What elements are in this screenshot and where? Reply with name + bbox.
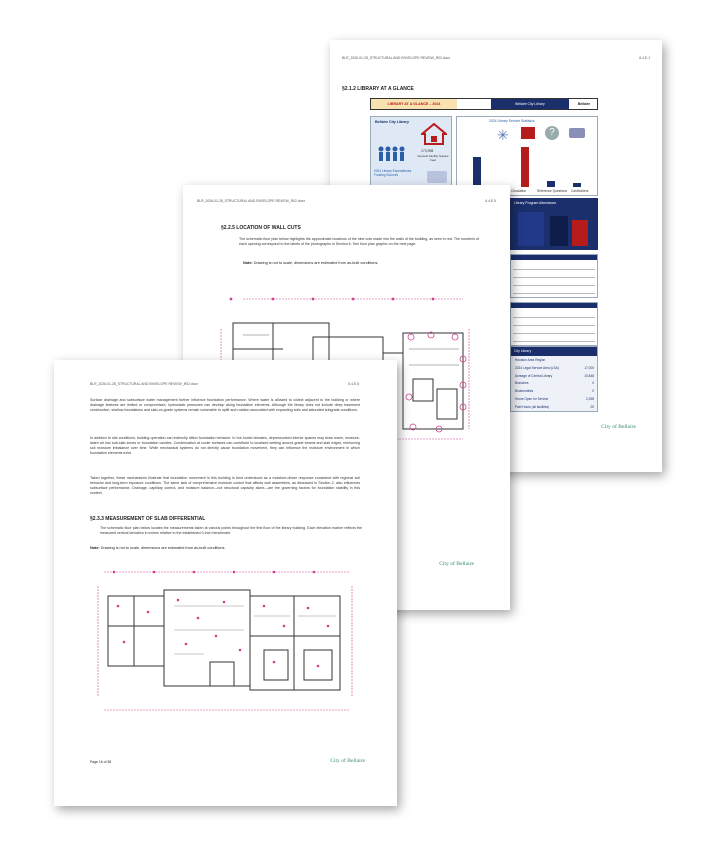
drawing-note xyxy=(243,261,378,265)
facts-row-label: Branches xyxy=(515,381,529,386)
library-facts-panel xyxy=(510,346,598,412)
body-paragraph-4: The schematic floor plan below locates the measurements taken at various points throughout the first floor of the library building. Each elevation marker reflects the measured vertical deviation in inches relative to the established 0-inch benchmark. xyxy=(100,526,362,535)
service-stats-panel xyxy=(456,116,598,196)
facts-row-label: Acreage of Central Library xyxy=(515,373,553,378)
drawing-note xyxy=(90,546,225,550)
body-paragraph-3: Taken together, these mechanisms illustrate that foundation movement in this building is best understood as a moisture-driven response consistent with regional soil behavior and long-term exposure conditions. The same lack of comprehensive moisture control that affects wall assemblies, as discussed in Section 2, also influences subsurface performance. Drainage, capillary control, and moisture balance—not structural capacity alone—are the governing factors for foundation stability in this context. xyxy=(90,476,360,495)
bar-4 xyxy=(573,183,581,187)
facts-row-value: 00 xyxy=(590,404,594,409)
glance-city: Bellaire City Library xyxy=(491,99,569,109)
document-page-front xyxy=(54,360,397,806)
glance-title-row xyxy=(370,98,598,110)
program-title: Library Program Attendance xyxy=(514,201,557,205)
page-header-code: 6.4.E.5 xyxy=(485,199,496,203)
facts-row xyxy=(511,365,597,373)
body-paragraph: The schematic floor plan below highlights the approximate locations of the nine cuts made into the walls of the building, as seen in red. The numbers of each opening correspond to the labels of the photographs in Section 6. See floor plan graphic on the next page. xyxy=(239,237,479,246)
footer-logo: City of Bellaire xyxy=(601,424,636,430)
program-attendance-panel xyxy=(510,198,598,250)
note-label: Note: xyxy=(243,261,253,265)
table-block-1 xyxy=(510,254,598,298)
bar-label-circulation: Circulation xyxy=(511,189,527,193)
card-icon xyxy=(569,128,585,138)
stat-label: General Facility Square Feet xyxy=(417,154,449,162)
facts-row-label: Bookmobiles xyxy=(515,389,534,394)
bar-1 xyxy=(473,157,481,187)
facts-title: City Library xyxy=(514,349,532,353)
note-label: Note: xyxy=(90,546,100,550)
facts-rows xyxy=(511,357,597,412)
funding-icon xyxy=(427,171,447,183)
facts-row xyxy=(511,357,597,365)
bar-2 xyxy=(521,147,529,187)
bar-label-cardholders: Cardholders xyxy=(571,189,589,193)
glance-state: Bellaire xyxy=(577,102,591,106)
facts-row-value: 10,848 xyxy=(584,373,594,378)
page-header-filename: BLR_2026-01-28_STRUCTURAL AND ENVELOPE REVIEW_R02.docx xyxy=(197,199,306,203)
page-header-code: 6.4.E.5 xyxy=(348,382,359,386)
page-header-filename: BLR_2026-01-28_STRUCTURAL AND ENVELOPE REVIEW_R02.docx xyxy=(342,56,451,60)
body-paragraph-2: In addition to site conditions, building operation can indirectly affect foundation behavior. In hot-humid climates, depressurized interior spaces may draw warm, moisture-laden air into sub-slab zones or foundation cavities. Condensation at cooler surfaces can contribute to localized wetting around grade beams and slab edges, reinforcing soil moisture imbalance over time. While mechanical systems do not directly cause foundation movement, they can influence the moisture environment in which foundation elements exist. xyxy=(90,436,360,455)
people-icon xyxy=(377,145,407,167)
facts-row-value: 17,000 xyxy=(584,365,594,370)
section-heading: §2.3.3 MEASUREMENT OF SLAB DIFFERENTIAL xyxy=(90,516,206,522)
house-icon xyxy=(421,123,447,145)
facts-row-value: 2,398 xyxy=(586,396,594,401)
question-icon: ? xyxy=(545,126,559,140)
facts-row xyxy=(511,373,597,381)
facts-row xyxy=(511,404,597,412)
attendance-bar-1 xyxy=(518,212,544,246)
page-header-filename: BLR_2026-01-28_STRUCTURAL AND ENVELOPE REVIEW_R02.docx xyxy=(90,382,199,386)
slab-differential-floor-plan xyxy=(94,566,356,716)
facts-row xyxy=(511,380,597,388)
attendance-bar-2 xyxy=(550,216,568,246)
glance-title: LIBRARY AT A GLANCE – 2024 xyxy=(371,99,457,109)
facts-row-label: Hours Open for Service xyxy=(515,396,549,401)
panel-title: Bellaire City Library xyxy=(375,120,409,124)
section-heading: §2.2.5 LOCATION OF WALL CUTS xyxy=(221,225,301,231)
facts-row xyxy=(511,396,597,404)
facts-row xyxy=(511,388,597,396)
bar-3 xyxy=(547,181,555,187)
library-info-panel xyxy=(370,116,452,186)
body-paragraph-1: Surface drainage and subsurface water management further influence foundation performance. Where water is allowed to collect adjacent to the building or where drainage features are limited or compromised, hydrostatic pressures can develop along foundation elements. Although the library does not include deep basement construction, shallow foundations and slab-on-grade systems remain vulnerable to uplift and rotation associated with expanding soils and saturated subgrade conditions. xyxy=(90,398,360,412)
book-icon xyxy=(521,127,535,139)
page-number: Page 16 of 38 xyxy=(90,760,112,764)
footer-logo: City of Bellaire xyxy=(439,561,474,567)
page-header-code: 6.4.E.1 xyxy=(639,56,650,60)
section-heading: §2.1.2 LIBRARY AT A GLANCE xyxy=(342,86,414,92)
stat-value: 173,998 xyxy=(421,149,434,153)
facts-row-value: 0 xyxy=(592,381,594,386)
attendance-bar-3 xyxy=(572,220,588,246)
service-stats-title: 2024 Library Service Statistics xyxy=(489,119,535,123)
facts-row-label: Houston Area Region xyxy=(515,358,546,362)
facts-row-value: 0 xyxy=(592,389,594,394)
footer-logo: City of Bellaire xyxy=(330,758,365,764)
note-text: Drawing is not to scale, dimensions are estimated from as-built conditions. xyxy=(252,261,379,265)
person-icon: ✳ xyxy=(497,127,509,143)
note-text: Drawing is not to scale, dimensions are estimated from as-built conditions. xyxy=(99,546,226,550)
bar-label-reference: Reference Questions xyxy=(537,189,567,193)
table-block-2 xyxy=(510,302,598,346)
facts-header xyxy=(511,347,597,356)
facts-row-label: Paid Hours (all facilities) xyxy=(515,404,550,409)
facts-row-label: 2024 Legal Service Area (LSA) xyxy=(515,365,559,370)
expenditures-title: 2024 Library Expenditures Funding Sources xyxy=(374,169,412,177)
